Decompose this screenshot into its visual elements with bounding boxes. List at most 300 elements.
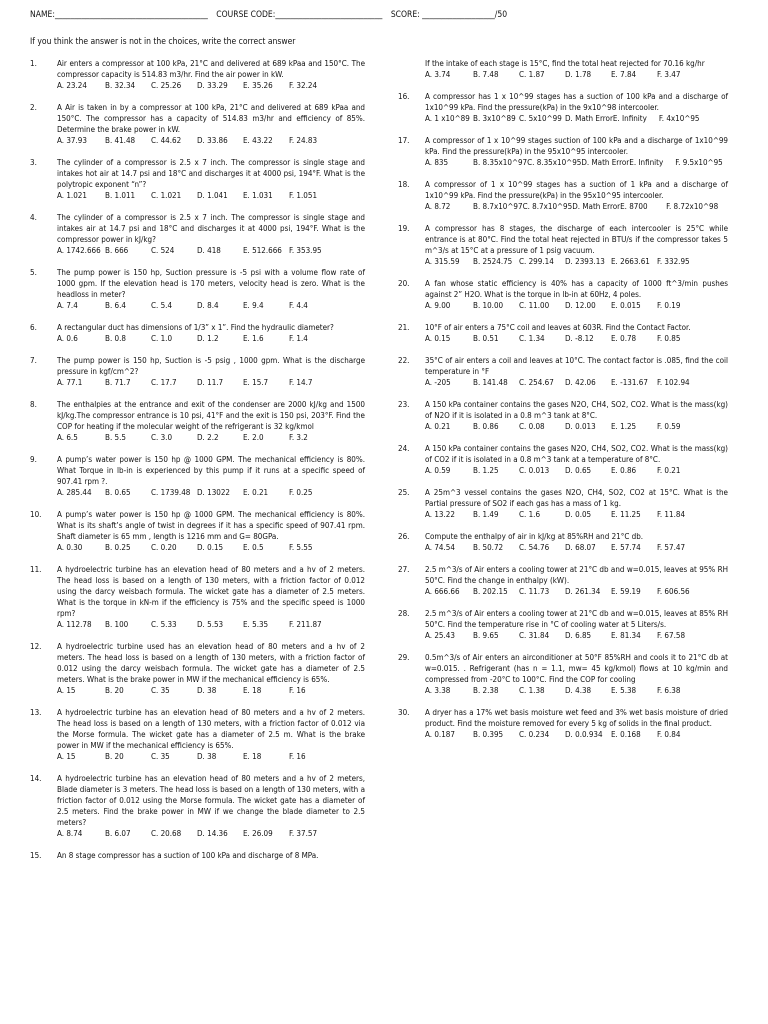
answer-choice[interactable]: C. 35: [151, 686, 170, 695]
answer-choice[interactable]: D. 2393.13: [565, 257, 605, 266]
answer-choice[interactable]: C. 17.7: [151, 378, 177, 387]
answer-choice[interactable]: C. 31.84: [519, 631, 550, 640]
question-number: 4.: [30, 213, 37, 222]
answer-choice[interactable]: C. 1739.48: [151, 488, 191, 497]
answer-choice[interactable]: A. 74.54: [425, 543, 455, 552]
answer-choice[interactable]: E. 18: [243, 752, 262, 761]
answer-choices: [425, 333, 728, 344]
question-text: A hydroelectric turbine has an elevation head of 80 meters and a hv of 2 meters. The head loss is based on a length of 130 meters, with a friction factor of 0.012 via the Morse formula. The wicket gate has a diameter of 2.5 m. What is the brake power in MW if the mechanical efficiency is 65%.: [57, 708, 365, 750]
answer-choice[interactable]: D. 1.041: [197, 191, 228, 200]
answer-choice[interactable]: F. 211.87: [289, 620, 322, 629]
answer-choice[interactable]: D. 13022: [197, 488, 231, 497]
answer-choice[interactable]: F. 5.55: [289, 543, 313, 552]
answer-choice[interactable]: D. 0.65: [565, 466, 592, 475]
question-item: [398, 443, 728, 476]
answer-choice[interactable]: A. 0.59: [425, 466, 451, 475]
answer-choice[interactable]: C. 35: [151, 752, 170, 761]
question-number: 13.: [30, 708, 42, 717]
answer-choice[interactable]: F. 32.24: [289, 81, 318, 90]
answer-choice[interactable]: C. 1.38: [519, 686, 545, 695]
answer-choice[interactable]: D. 38: [197, 752, 217, 761]
header: [30, 10, 740, 21]
answer-choice[interactable]: C. 0.013: [519, 466, 550, 475]
answer-choice[interactable]: F. 8.72x10^98: [666, 202, 719, 211]
question-item: [398, 652, 728, 696]
question-text: The pump power is 150 hp, Suction pressure is -5 psi with a volume flow rate of 1000 gpm. If the elevation head is 170 meters, velocity head is zero. What is the headloss in meter?: [57, 268, 365, 299]
question-number: 2.: [30, 103, 37, 112]
answer-choice[interactable]: D. 6.85: [565, 631, 592, 640]
question-item: [30, 355, 365, 388]
answer-choice[interactable]: A. 0.21: [425, 422, 451, 431]
answer-choices: [425, 586, 728, 597]
question-item: [398, 91, 728, 124]
answer-choice[interactable]: D. 0.15: [197, 543, 224, 552]
question-text: A compressor of 1 x 10^99 stages suction of 100 kPa and a discharge of 1x10^99 kPa. Find the pressure(kPa) in the 95x10^95 intercooler.: [425, 136, 728, 156]
answer-choice[interactable]: F. 0.21: [657, 466, 681, 475]
answer-choice[interactable]: E. 1.6: [243, 334, 264, 343]
question-item: [30, 454, 365, 498]
question-item: [30, 773, 365, 839]
question-text: A dryer has a 17% wet basis moisture wet feed and 3% wet basis moisture of dried product. Find the moisture removed for every 5 kg of solids in the final product.: [425, 708, 728, 728]
answer-choice[interactable]: C. 0.20: [151, 543, 177, 552]
question-item: [30, 509, 365, 553]
question-number: 7.: [30, 356, 37, 365]
answer-choice[interactable]: B. 141.48: [473, 378, 508, 387]
answer-choice[interactable]: E. 1.031: [243, 191, 273, 200]
answer-choice[interactable]: A. 3.74: [425, 70, 451, 79]
answer-choice[interactable]: F. 0.19: [657, 301, 681, 310]
question-item: [398, 58, 728, 80]
answer-choice[interactable]: E. 35.26: [243, 81, 273, 90]
answer-choice[interactable]: A. 15: [57, 686, 76, 695]
answer-choice[interactable]: C. 5.4: [151, 301, 173, 310]
answer-choice[interactable]: E. 26.09: [243, 829, 273, 838]
answer-choice[interactable]: E. 59.19: [611, 587, 641, 596]
answer-choice[interactable]: D. 5.53: [197, 620, 224, 629]
answer-choice[interactable]: E. 81.34: [611, 631, 641, 640]
answer-choice[interactable]: E. 15.7: [243, 378, 269, 387]
answer-choice[interactable]: C. 5x10^99: [519, 114, 562, 123]
answer-choice[interactable]: E. 5.35: [243, 620, 269, 629]
answer-choice[interactable]: B. 6.07: [105, 829, 131, 838]
question-item: [30, 267, 365, 311]
answer-choices: [57, 333, 365, 344]
answer-choices: [57, 685, 365, 696]
answer-choice[interactable]: D. Math Error: [565, 114, 613, 123]
question-number: 17.: [398, 136, 410, 145]
answer-choice[interactable]: A. 13.22: [425, 510, 455, 519]
answer-choice[interactable]: C. 1.021: [151, 191, 182, 200]
answer-choice[interactable]: D. 42.06: [565, 378, 596, 387]
question-item: [30, 102, 365, 146]
question-item: [30, 707, 365, 762]
score-field-label[interactable]: SCORE: ___________________/50: [390, 10, 508, 20]
question-number: 16.: [398, 92, 410, 101]
question-text: A 25m^3 vessel contains the gases N2O, CH4, SO2, CO2 at 15°C. What is the Partial pressure of SO2 if each gas has a mass of 1 kg.: [425, 488, 728, 508]
answer-choices: [57, 80, 365, 91]
answer-choices: [57, 828, 365, 839]
answer-choice[interactable]: B. 5.5: [105, 433, 126, 442]
question-item: [398, 399, 728, 432]
answer-choice[interactable]: D. -8.12: [565, 334, 594, 343]
instruction-text: If you think the answer is not in the choices, write the correct answer: [30, 37, 296, 47]
answer-choice[interactable]: C. 1.87: [519, 70, 545, 79]
answer-choices: [57, 377, 365, 388]
question-text: Compute the enthalpy of air in kJ/kg at 85%RH and 21°C db.: [425, 532, 644, 541]
answer-choice[interactable]: B. 0.395: [473, 730, 504, 739]
question-number: 15.: [30, 851, 42, 860]
answer-choice[interactable]: A. -205: [425, 378, 451, 387]
question-number: 21.: [398, 323, 410, 332]
answer-choice[interactable]: A. 315.59: [425, 257, 460, 266]
question-number: 3.: [30, 158, 37, 167]
question-item: [398, 179, 728, 212]
answer-choice[interactable]: A. 23.24: [57, 81, 87, 90]
question-item: [30, 641, 365, 696]
answer-choice[interactable]: A. 37.93: [57, 136, 87, 145]
answer-choice[interactable]: D. 418: [197, 246, 221, 255]
question-text: 2.5 m^3/s of Air enters a cooling tower at 21°C db and w=0.015, leaves at 95% RH 50°C. Find the change in enthalpy (kW).: [425, 565, 728, 585]
answer-choice[interactable]: F. 14.7: [289, 378, 313, 387]
answer-choice[interactable]: E. -131.67: [611, 378, 648, 387]
answer-choice[interactable]: E. 18: [243, 686, 262, 695]
answer-choice[interactable]: C. 524: [151, 246, 175, 255]
answer-choice[interactable]: C. 0.234: [519, 730, 550, 739]
answer-choice[interactable]: E. Infinity: [629, 158, 664, 167]
answer-choice[interactable]: C. 254.67: [519, 378, 554, 387]
answer-choice[interactable]: D. 0.013: [565, 422, 596, 431]
answer-choice[interactable]: A. 0.15: [425, 334, 451, 343]
answer-choice[interactable]: B. 0.86: [473, 422, 499, 431]
answer-choice[interactable]: D. 1.2: [197, 334, 219, 343]
answer-choice[interactable]: C. 1.34: [519, 334, 545, 343]
answer-choice[interactable]: D. 2.2: [197, 433, 219, 442]
answer-choices: [425, 256, 728, 267]
answer-choice[interactable]: B. 20: [105, 686, 124, 695]
right-question-column: [398, 58, 728, 751]
question-number: 19.: [398, 224, 410, 233]
question-text: A fan whose static efficiency is 40% has a capacity of 1000 ft^3/min pushes against 2” H2O. What is the torque in lb-in at 60Hz, 4 poles.: [425, 279, 728, 299]
answer-choice[interactable]: E. 43.22: [243, 136, 273, 145]
answer-choice[interactable]: D. 4.38: [565, 686, 592, 695]
question-number: 10.: [30, 510, 42, 519]
answer-choices: [57, 300, 365, 311]
answer-choice[interactable]: D. 0.0.934: [565, 730, 603, 739]
answer-choice[interactable]: D. Math Error: [572, 202, 621, 211]
answer-choice[interactable]: A. 6.5: [57, 433, 78, 442]
answer-choice[interactable]: B. 71.7: [105, 378, 131, 387]
answer-choice[interactable]: D. 68.07: [565, 543, 596, 552]
answer-choice[interactable]: B. 0.8: [105, 334, 126, 343]
question-item: [398, 531, 728, 553]
question-number: 14.: [30, 774, 42, 783]
answer-choice[interactable]: C. 0.08: [519, 422, 545, 431]
answer-choice[interactable]: C. 44.62: [151, 136, 182, 145]
answer-choice[interactable]: F. 0.25: [289, 488, 313, 497]
question-item: [30, 212, 365, 256]
answer-choice[interactable]: A. 835: [425, 158, 449, 167]
answer-choice[interactable]: A. 1 x10^89: [425, 114, 470, 123]
answer-choice[interactable]: D. 14.36: [197, 829, 228, 838]
answer-choice[interactable]: E. 0.78: [611, 334, 637, 343]
question-item: [398, 608, 728, 641]
answer-choice[interactable]: A. 8.72: [425, 202, 451, 211]
answer-choice[interactable]: B. 0.25: [105, 543, 131, 552]
answer-choice[interactable]: E. 1.25: [611, 422, 637, 431]
answer-choice[interactable]: C. 1.0: [151, 334, 173, 343]
answer-choice[interactable]: C. 1.6: [519, 510, 541, 519]
answer-choice[interactable]: B. 50.72: [473, 543, 504, 552]
answer-choice[interactable]: B. 32.34: [105, 81, 136, 90]
question-text: The pump power is 150 hp, Suction is -5 psig , 1000 gpm. What is the discharge pressure in kgf/cm^2?: [57, 356, 365, 376]
answer-choices: [57, 245, 365, 256]
question-item: [30, 157, 365, 201]
answer-choice[interactable]: F. 332.95: [657, 257, 690, 266]
answer-choice[interactable]: F. 11.84: [657, 510, 686, 519]
question-text: A 150 kPa container contains the gases N2O, CH4, SO2, CO2. What is the mass(kg) of N2O if it is isolated in a 0.8 m^3 tank at 8°C.: [425, 400, 728, 420]
question-text: The cylinder of a compressor is 2.5 x 7 inch. The compressor is single stage and intakes air at 14.7 psi and 18°C and discharges it at 4000 psi, 194°F. What is the compressor power in kJ/kg?: [57, 213, 365, 244]
question-number: 22.: [398, 356, 410, 365]
course-code-field-label[interactable]: COURSE CODE:____________________________: [216, 10, 383, 20]
answer-choice[interactable]: B. 202.15: [473, 587, 508, 596]
question-item: [398, 322, 728, 344]
question-text: A compressor of 1 x 10^99 stages has a suction of 1 kPa and a discharge of 1x10^99 kPa. Find the pressure(kPa) in the 95x10^95 intercooler.: [425, 180, 728, 200]
question-text: A rectangular duct has dimensions of 1/3” x 1”. Find the hydraulic diameter?: [57, 323, 334, 332]
answer-choice[interactable]: F. 37.57: [289, 829, 318, 838]
answer-choice[interactable]: C. 54.76: [519, 543, 550, 552]
answer-choice[interactable]: F. 67.58: [657, 631, 686, 640]
answer-choice[interactable]: F. 16: [289, 686, 306, 695]
answer-choices: [425, 377, 728, 388]
question-text: A hydroelectric turbine has an elevation head of 80 meters and a hv of 2 meters. The head loss is based on a length of 130 meters, with a friction factor of 0.012 using the darcy weisbach formula. The wicket gate has a diameter of 2.5 meters. What is the torque in kN-m if the efficiency is 75% and the specific speed is 1000 rpm?: [57, 565, 365, 618]
question-number: 23.: [398, 400, 410, 409]
answer-choice[interactable]: F. 24.83: [289, 136, 318, 145]
question-text: 2.5 m^3/s of Air enters a cooling tower at 21°C db and w=0.015, leaves at 85% RH 50°C. Find the temperature rise in °C of cooling water at 5 Liters/s.: [425, 609, 728, 629]
question-number: 8.: [30, 400, 37, 409]
question-number: 5.: [30, 268, 37, 277]
question-item: [398, 564, 728, 597]
answer-choice[interactable]: E. 5.38: [611, 686, 637, 695]
answer-choice[interactable]: F. 9.5x10^95: [675, 158, 723, 167]
question-number: 24.: [398, 444, 410, 453]
answer-choices: [425, 509, 728, 520]
answer-choice[interactable]: C. 8.35x10^95: [527, 158, 582, 167]
answer-choice[interactable]: B. 41.48: [105, 136, 136, 145]
answer-choice[interactable]: A. 0.6: [57, 334, 78, 343]
answer-choice[interactable]: B. 1.25: [473, 466, 499, 475]
answer-choice[interactable]: C. 25.26: [151, 81, 182, 90]
answer-choice[interactable]: E. 2.0: [243, 433, 264, 442]
answer-choice[interactable]: A. 77.1: [57, 378, 83, 387]
answer-choice[interactable]: A. 9.00: [425, 301, 451, 310]
answer-choice[interactable]: F. 353.95: [289, 246, 322, 255]
answer-choices: [57, 751, 365, 762]
answer-choice[interactable]: C. 3.0: [151, 433, 173, 442]
question-text: A pump’s water power is 150 hp @ 1000 GPM. The mechanical efficiency is 80%. What is its shaft’s angle of twist in degrees if it has a specific speed of 907.41 rpm. Shaft diameter is 65 mm , length is 1216 mm and G= 80GPa.: [57, 510, 365, 541]
answer-choice[interactable]: F. 0.84: [657, 730, 681, 739]
answer-choices: [57, 619, 365, 630]
answer-choice[interactable]: B. 3x10^89: [473, 114, 516, 123]
answer-choice[interactable]: C. 20.68: [151, 829, 182, 838]
question-number: 12.: [30, 642, 42, 651]
answer-choice[interactable]: D. 261.34: [565, 587, 601, 596]
answer-choice[interactable]: A. 15: [57, 752, 76, 761]
question-text: A pump’s water power is 150 hp @ 1000 GPM. The mechanical efficiency is 80%. What Torque in lb-in is experienced by this pump if it runs at a specific speed of 907.41 rpm ?.: [57, 455, 365, 486]
answer-choice[interactable]: A. 0.187: [425, 730, 455, 739]
answer-choice[interactable]: B. 8.35x10^97: [473, 158, 528, 167]
question-item: [398, 707, 728, 740]
question-item: [398, 135, 728, 168]
answer-choice[interactable]: E. 2663.61: [611, 257, 650, 266]
answer-choice[interactable]: E. 7.84: [611, 70, 637, 79]
answer-choice[interactable]: B. 9.65: [473, 631, 499, 640]
question-text: A hydroelectric turbine used has an elevation head of 80 meters and a hv of 2 meters. The head loss is based on a length of 130 meters, with a friction factor of 0.012 using the darcy weisbach formula. The wicket gate has a diameter of 2.5 meters. What is the brake power in MW if the mechanical efficiency is 65%.: [57, 642, 365, 684]
question-text: Air enters a compressor at 100 kPa, 21°C and delivered at 689 kPaa and 150°C. The compressor capacity is 514.83 m3/hr. Find the air power in kW.: [57, 59, 365, 79]
answer-choice[interactable]: B. 8.7x10^97: [473, 202, 523, 211]
answer-choice[interactable]: A. 7.4: [57, 301, 78, 310]
question-text: An 8 stage compressor has a suction of 100 kPa and discharge of 8 MPa.: [57, 851, 319, 860]
question-text: If the intake of each stage is 15°C, find the total heat rejected for 70.16 kg/hr: [425, 59, 705, 68]
answer-choice[interactable]: E. 0.86: [611, 466, 637, 475]
answer-choices: [57, 432, 365, 443]
question-text: A Air is taken in by a compressor at 100 kPa, 21°C and delivered at 689 kPaa and 150°C. The compressor has a capacity of 514.83 m3/hr and efficiency of 85%. Determine the brake power in kW.: [57, 103, 365, 134]
answer-choice[interactable]: A. 3.38: [425, 686, 451, 695]
answer-choice[interactable]: E. 57.74: [611, 543, 641, 552]
question-number: 18.: [398, 180, 410, 189]
answer-choice[interactable]: D. 0.05: [565, 510, 592, 519]
question-number: 26.: [398, 532, 410, 541]
answer-choices: [425, 201, 728, 212]
answer-choice[interactable]: D. 38: [197, 686, 217, 695]
answer-choice[interactable]: B. 7.48: [473, 70, 499, 79]
answer-choice[interactable]: A. 112.78: [57, 620, 92, 629]
answer-choice[interactable]: E. 0.21: [243, 488, 269, 497]
answer-choice[interactable]: C. 11.73: [519, 587, 550, 596]
question-item: [30, 58, 365, 91]
question-text: The enthalpies at the entrance and exit of the condenser are 2000 kJ/kg and 1500 kJ/kg.The compressor entrance is 10 psi, 41°F and the exit is 150 psi, 203°F. Find the COP for heating if the molecular weight of the refrigerant is 32 kg/kmol: [57, 400, 365, 431]
answer-choices: [57, 135, 365, 146]
answer-choice[interactable]: D. 33.86: [197, 136, 228, 145]
answer-choice[interactable]: F. 0.85: [657, 334, 681, 343]
answer-choice[interactable]: E. Infinity: [612, 114, 647, 123]
answer-choice[interactable]: E. 9.4: [243, 301, 264, 310]
answer-choice[interactable]: D. 8.4: [197, 301, 219, 310]
question-number: 1.: [30, 59, 37, 68]
answer-choice[interactable]: A. 8.74: [57, 829, 83, 838]
answer-choice[interactable]: E. 8700: [620, 202, 648, 211]
answer-choice[interactable]: F. 57.47: [657, 543, 686, 552]
answer-choice[interactable]: D. 11.7: [197, 378, 224, 387]
answer-choice[interactable]: F. 606.56: [657, 587, 690, 596]
answer-choice[interactable]: E. 11.25: [611, 510, 641, 519]
answer-choice[interactable]: A. 1742.666: [57, 246, 101, 255]
name-field-label[interactable]: NAME:________________________________________: [30, 10, 208, 20]
answer-choice[interactable]: B. 1.011: [105, 191, 136, 200]
answer-choice[interactable]: A. 0.30: [57, 543, 83, 552]
question-text: A 150 kPa container contains the gases N2O, CH4, SO2, CO2. What is the mass(kg) of CO2 if it is isolated in a 0.8 m^3 tank at a temperature of 8°C.: [425, 444, 728, 464]
answer-choices: [57, 487, 365, 498]
answer-choice[interactable]: F. 6.38: [657, 686, 681, 695]
answer-choices: [425, 685, 728, 696]
answer-choice[interactable]: B. 0.65: [105, 488, 131, 497]
answer-choice[interactable]: F. 1.4: [289, 334, 308, 343]
answer-choice[interactable]: B. 20: [105, 752, 124, 761]
answer-choice[interactable]: B. 666: [105, 246, 129, 255]
question-text: A hydroelectric turbine has an elevation head of 80 meters and a hv of 2 meters, Blade diameter is 3 meters. The head loss is based on a length of 130 meters, with a friction factor of 0.012 using the Morse formula. The wicket gate has a diameter of 2.5 meters. Find the brake power in MW if we change the blade diameter to 2.5 meters?: [57, 774, 365, 827]
answer-choices: [425, 630, 728, 641]
question-item: [30, 322, 365, 344]
answer-choices: [425, 729, 728, 740]
answer-choice[interactable]: F. 0.59: [657, 422, 681, 431]
answer-choices: [425, 157, 728, 168]
answer-choice[interactable]: E. 0.168: [611, 730, 641, 739]
answer-choice[interactable]: B. 1.49: [473, 510, 499, 519]
answer-choice[interactable]: F. 4.4: [289, 301, 308, 310]
question-text: 0.5m^3/s of Air enters an airconditioner at 50°F 85%RH and cools it to 21°C db at w=0.015. . Refrigerant (has n = 1.1, mw= 45 kg/kmol) flows at 10 kg/min and compressed from -20°C to 100°C. Find the COP for cooling: [425, 653, 728, 684]
answer-choice[interactable]: E. 0.015: [611, 301, 641, 310]
question-item: [30, 399, 365, 443]
question-text: 10°F of air enters a 75°C coil and leaves at 603R. Find the Contact Factor.: [425, 323, 691, 332]
answer-choice[interactable]: B. 6.4: [105, 301, 126, 310]
answer-choice[interactable]: F. 4x10^95: [658, 114, 700, 123]
answer-choice[interactable]: E. 0.5: [243, 543, 264, 552]
question-number: 27.: [398, 565, 410, 574]
question-number: 29.: [398, 653, 410, 662]
answer-choice[interactable]: D. 12.00: [565, 301, 596, 310]
question-number: 28.: [398, 609, 410, 618]
answer-choice[interactable]: D. Math Error: [581, 158, 630, 167]
answer-choices: [425, 542, 728, 553]
answer-choices: [425, 69, 728, 80]
answer-choice[interactable]: D. 33.29: [197, 81, 228, 90]
question-item: [398, 355, 728, 388]
answer-choice[interactable]: F. 3.2: [289, 433, 308, 442]
answer-choice[interactable]: C. 299.14: [519, 257, 554, 266]
answer-choice[interactable]: F. 16: [289, 752, 306, 761]
question-item: [30, 564, 365, 630]
answer-choice[interactable]: A. 666.66: [425, 587, 460, 596]
answer-choice[interactable]: A. 25.43: [425, 631, 455, 640]
question-text: A compressor has 1 x 10^99 stages has a suction of 100 kPa and a discharge of 1x10^99 kPa. Find the pressure(kPa) in the 9x10^98 intercooler.: [425, 92, 728, 112]
question-item: [30, 850, 365, 861]
answer-choice[interactable]: E. 512.666: [243, 246, 282, 255]
answer-choice[interactable]: D. 1.78: [565, 70, 592, 79]
answer-choices: [425, 113, 728, 124]
question-item: [398, 278, 728, 311]
answer-choice[interactable]: B. 100: [105, 620, 129, 629]
question-item: [398, 223, 728, 267]
answer-choice[interactable]: B. 2.38: [473, 686, 499, 695]
answer-choice[interactable]: F. 1.051: [289, 191, 318, 200]
answer-choice[interactable]: F. 102.94: [657, 378, 690, 387]
answer-choice[interactable]: B. 2524.75: [473, 257, 513, 266]
answer-choice[interactable]: B. 10.00: [473, 301, 504, 310]
question-text: A compressor has 8 stages, the discharge of each intercooler is 25°C while entrance is at 80°C. Find the total heat rejected in BTU/s if the compressor takes 5 m^3/s at 15°C at a pressure of 1 psig vacuum.: [425, 224, 728, 255]
answer-choices: [57, 190, 365, 201]
answer-choices: [425, 300, 728, 311]
answer-choice[interactable]: F. 3.47: [657, 70, 681, 79]
question-item: [398, 487, 728, 520]
answer-choice[interactable]: A. 1.021: [57, 191, 87, 200]
question-number: 25.: [398, 488, 410, 497]
answer-choice[interactable]: C. 8.7x10^95: [522, 202, 573, 211]
question-number: 11.: [30, 565, 42, 574]
question-number: 20.: [398, 279, 410, 288]
answer-choice[interactable]: C. 11.00: [519, 301, 550, 310]
answer-choice[interactable]: C. 5.33: [151, 620, 177, 629]
answer-choice[interactable]: B. 0.51: [473, 334, 499, 343]
answer-choice[interactable]: A. 285.44: [57, 488, 92, 497]
